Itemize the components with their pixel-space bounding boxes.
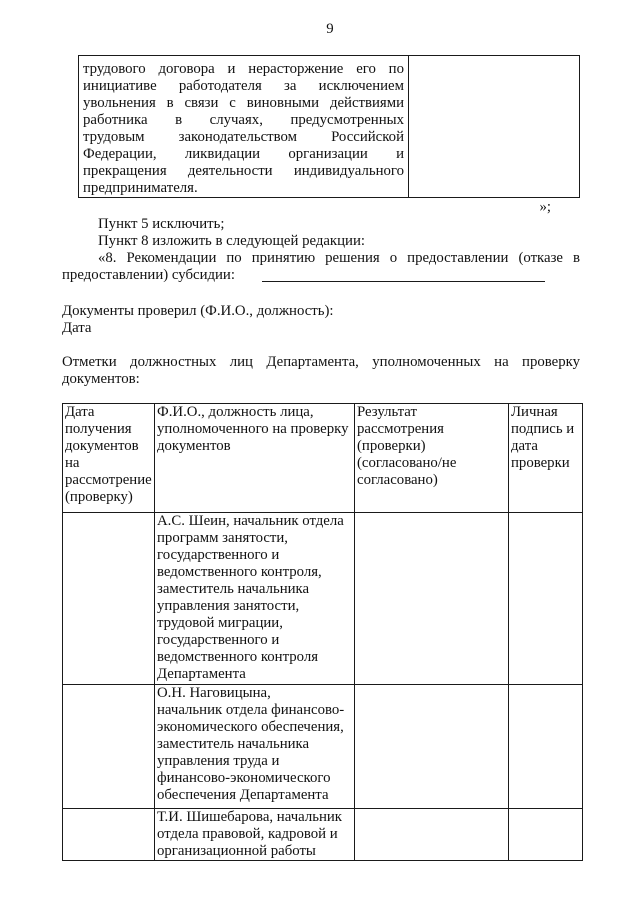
row-2-signature-cell [509,685,583,809]
officials-intro-line: Отметки должностных лиц Департамента, уполномоченных на проверку [62,354,580,370]
item-8-text-line: предоставлении) субсидии: [62,267,235,283]
review-table [62,403,583,861]
official-line: Департамента [157,666,246,682]
official-line: заместитель начальника [157,736,310,752]
top-table [78,55,580,198]
page-number: 9 [326,21,334,37]
official-line: А.С. Шеин, начальник отдела [157,513,344,529]
header-line: согласовано) [357,472,438,488]
review-table-grid [62,403,583,861]
top-cell-line: прекращения деятельности индивидуального [83,163,404,179]
checked-by-block [62,303,580,337]
official-line: Т.И. Шишебарова, начальник [157,809,342,825]
top-cell-line: увольнения в связи с виновными действиями [83,95,404,111]
row-3-signature-cell [509,809,583,861]
top-cell-line: трудовым законодательством Российской [83,129,404,145]
checked-by-label: Документы проверил (Ф.И.О., должность): [62,303,334,319]
row-3-result-cell [355,809,509,861]
header-line: на [65,455,80,471]
official-line: программ занятости, [157,530,289,546]
table-row [63,513,583,685]
header-line: Дата [65,404,95,420]
officials-intro-line: документов: [62,371,140,387]
header-date-received [63,404,155,513]
official-line: отдела правовой, кадровой и [157,826,338,842]
table-header-row [63,404,583,513]
top-cell-line: Федерации, ликвидации организации и [83,146,404,162]
row-1-signature-cell [509,513,583,685]
header-line: дата [511,438,538,454]
official-line: организационной работы [157,843,316,859]
officials-intro [62,354,580,388]
closing-quote: »; [539,199,551,215]
top-table-right-cell [409,56,579,197]
header-line: рассмотрения [357,421,444,437]
official-line: начальник отдела финансово- [157,702,345,718]
header-line: получения [65,421,132,437]
header-line: уполномоченного на проверку [157,421,349,437]
official-line: ведомственного контроля [157,649,319,665]
official-line: трудовой миграции, [157,615,283,631]
item-8-text-line: «8. Рекомендации по принятию решения о предоставлении (отказе в [98,250,580,266]
official-line: финансово-экономического [157,770,331,786]
official-line: О.Н. Наговицына, [157,685,271,701]
item-8-text-line-2 [62,267,580,284]
official-line: управления труда и [157,753,280,769]
header-official [155,404,355,513]
item-5-text: Пункт 5 исключить; [98,216,225,232]
row-3-date-cell [63,809,155,861]
item-8-intro: Пункт 8 изложить в следующей редакции: [98,233,365,249]
official-line: обеспечения Департамента [157,787,329,803]
header-line: рассмотрение [65,472,152,488]
top-table-left-cell [79,56,409,197]
header-line: проверки [511,455,570,471]
top-cell-line: трудового договора и нерасторжение его по [83,61,404,77]
table-row [63,809,583,861]
header-line: Ф.И.О., должность лица, [157,404,314,420]
table-row [63,685,583,809]
top-cell-line: предпринимателя. [83,180,198,196]
header-line: подпись и [511,421,575,437]
header-line: (согласовано/не [357,455,457,471]
header-signature-date [509,404,583,513]
official-line: государственного и [157,632,280,648]
top-cell-line: работника в случаях, предусмотренных [83,112,404,128]
row-2-official-cell [155,685,355,809]
row-1-date-cell [63,513,155,685]
date-label: Дата [62,320,92,336]
header-line: документов [157,438,231,454]
row-2-result-cell [355,685,509,809]
amendments-block [62,199,580,284]
header-line: Результат [357,404,417,420]
official-line: экономического обеспечения, [157,719,344,735]
official-line: ведомственного контроля, [157,564,322,580]
official-line: государственного и [157,547,280,563]
header-review-result [355,404,509,513]
row-2-date-cell [63,685,155,809]
header-line: (проверки) [357,438,426,454]
row-1-official-cell [155,513,355,685]
header-line: Личная [511,404,558,420]
official-line: заместитель начальника [157,581,310,597]
header-line: (проверку) [65,489,133,505]
official-line: управления занятости, [157,598,300,614]
subsidy-blank-line [262,267,545,282]
row-3-official-cell [155,809,355,861]
row-1-result-cell [355,513,509,685]
top-cell-line: инициативе работодателя за исключением [83,78,404,94]
header-line: документов [65,438,139,454]
